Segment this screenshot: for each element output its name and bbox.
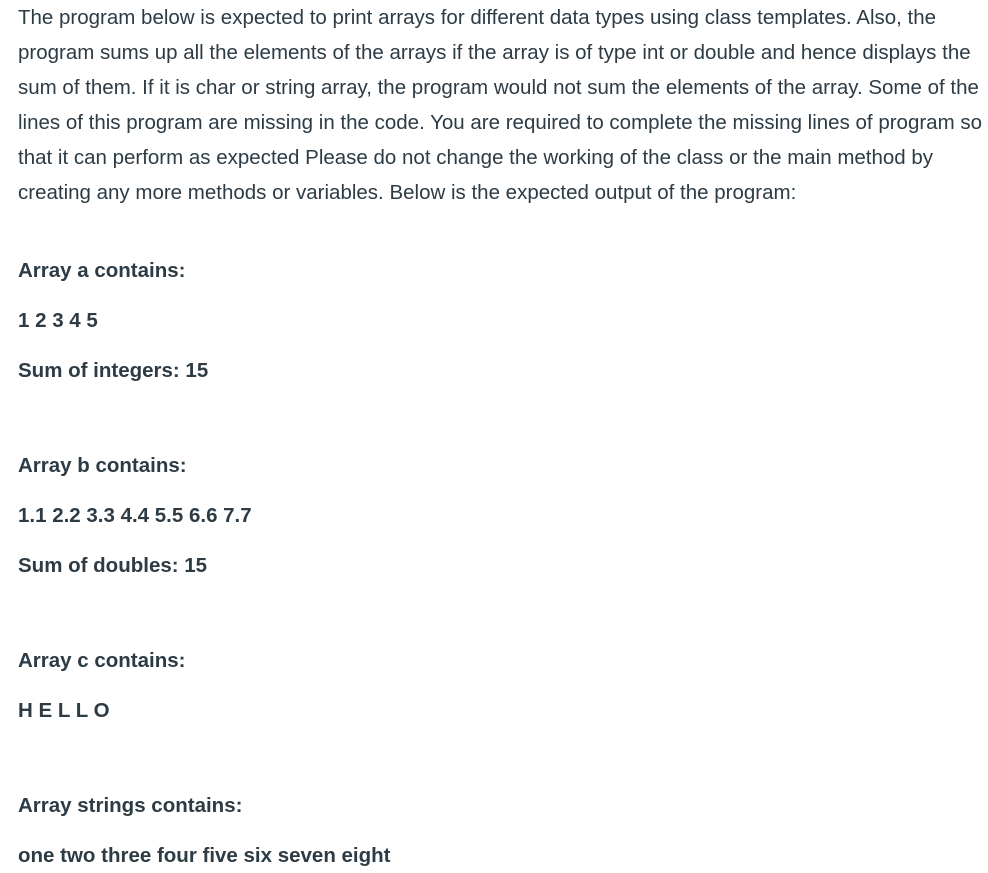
intro-paragraph: The program below is expected to print arrays for different data types using class templates. Also, the program sums up all the elements of the arrays if the array is of type int or double and hence displays the sum of them. If it is char or string array, the program would not sum the elements of the array. Some of the lines of this program are missing in the code. You are required to complete the missing lines of program so that it can perform as expected Please do not change the working of the class or the main method by creating any more methods or variables. Below is the expected output of the program: [18, 6, 983, 204]
array-a-sum: Sum of integers: 15 [18, 359, 209, 382]
array-strings-header: Array strings contains: [18, 794, 243, 817]
array-c-values: H E L L O [18, 699, 110, 722]
array-a-values: 1 2 3 4 5 [18, 309, 98, 332]
array-a-header: Array a contains: [18, 259, 186, 282]
array-b-header: Array b contains: [18, 454, 187, 477]
question-content [18, 0, 983, 867]
array-strings-values: one two three four five six seven eight [18, 844, 391, 867]
array-c-header: Array c contains: [18, 649, 186, 672]
array-b-values: 1.1 2.2 3.3 4.4 5.5 6.6 7.7 [18, 504, 252, 527]
array-b-sum: Sum of doubles: 15 [18, 554, 208, 577]
